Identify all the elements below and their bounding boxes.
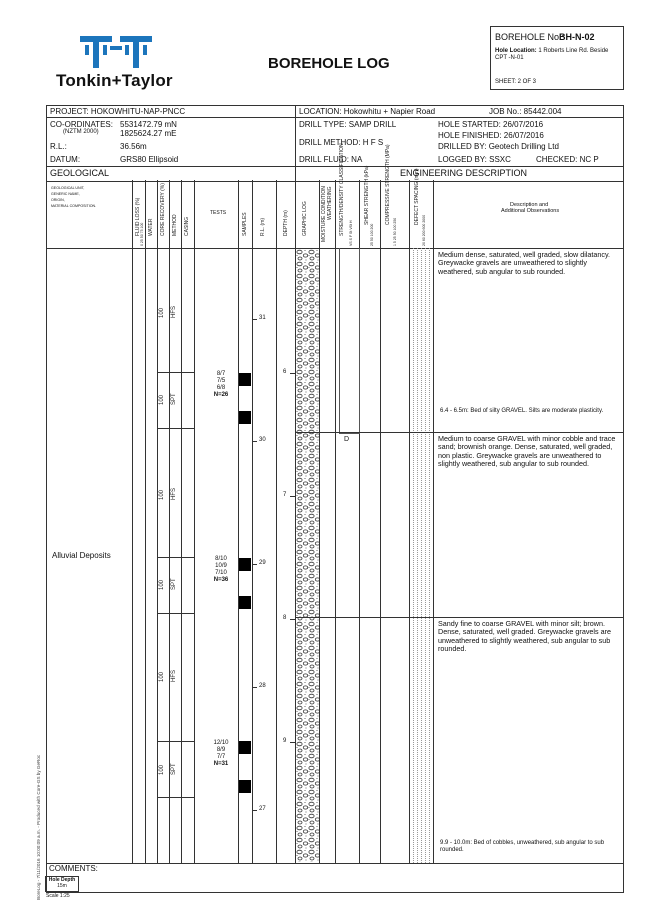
hole-finished: HOLE FINISHED: 26/07/2016 (438, 131, 544, 140)
drill-type: DRILL TYPE: SAMP DRILL (299, 120, 397, 129)
spt-test-2 (206, 556, 236, 584)
col-description-2: Additional Observations (501, 208, 560, 214)
logo-mark-icon (80, 36, 154, 68)
col-weathering: WEATHERING (327, 186, 333, 220)
hole-location-value: 1 Roberts Line Rd. Beside CPT -N-01 (495, 48, 609, 61)
geo-head-2: GENERIC NAME, (51, 192, 80, 196)
project-name: PROJECT: HOKOWHITU-NAP-PNCC (50, 107, 186, 116)
method-value: HFS (171, 488, 177, 500)
scale-strength: VS S F St VSt H (349, 220, 353, 246)
sample-block (239, 558, 251, 571)
col-depth: DEPTH (m) (283, 210, 289, 236)
hole-started: HOLE STARTED: 26/07/2016 (438, 120, 544, 129)
hole-depth-value: 15m (57, 883, 67, 889)
method-value: SPT (171, 763, 177, 775)
comments-box (46, 863, 624, 893)
col-fluid-loss: FLUID LOSS (%) (135, 197, 141, 236)
col-defect: DEFECT SPACING (mm) (414, 168, 420, 225)
scale-defect: 20 60 200 600 2000 (422, 214, 426, 246)
datum-value: GRS80 Ellipsoid (120, 155, 179, 164)
comments-label: COMMENTS: (49, 864, 98, 873)
method-value: SPT (171, 393, 177, 405)
rl-tick: 30 (259, 437, 266, 443)
scale-shear: 25 50 100 200 (370, 223, 374, 246)
strength-density-mark: D (344, 436, 350, 443)
col-method: METHOD (172, 214, 178, 236)
spt-blows: 7/7 (216, 754, 226, 760)
geo-head-3: ORIGIN, (51, 198, 65, 202)
method-value: HFS (171, 670, 177, 682)
col-rl: R.L. (m) (260, 217, 266, 236)
spt-blows: 8/9 (216, 747, 226, 753)
scale-label: Scale 1:25 (46, 893, 70, 899)
drill-fluid: DRILL FLUID: NA (299, 155, 363, 164)
geo-head-1: GEOLOGICAL UNIT, (51, 186, 85, 190)
geo-unit-header (51, 185, 96, 209)
sheet-number: SHEET: 2 OF 3 (495, 79, 537, 85)
recovery-value: 100 (159, 579, 165, 590)
recovery-value: 100 (159, 489, 165, 500)
col-water: WATER (148, 218, 154, 236)
hole-location (495, 48, 621, 62)
page-title: BOREHOLE LOG (268, 55, 390, 72)
coordinates-sub: (NZTM 2000) (63, 129, 99, 135)
spt-n-value: N=36 (213, 577, 229, 583)
col-description-1: Description and (510, 202, 549, 208)
spt-blows: 12/10 (213, 740, 229, 746)
method-value: SPT (171, 578, 177, 590)
spt-blows: 8/7 (216, 371, 226, 377)
spt-blows: 6/8 (216, 385, 226, 391)
sample-block (239, 596, 251, 609)
spt-blows: 8/10 (215, 556, 227, 562)
col-graphic-log: GRAPHIC LOG (302, 201, 308, 236)
hole-depth-box (45, 876, 79, 892)
depth-tick: 6 (283, 369, 287, 375)
spt-test-3 (206, 740, 236, 768)
depth-tick: 8 (283, 615, 287, 621)
rl-value: 36.56m (120, 142, 147, 151)
spt-test-1 (206, 371, 236, 399)
spt-n-value: N=31 (213, 761, 229, 767)
sample-block (239, 411, 251, 424)
borehole-info-box (490, 26, 624, 90)
hole-depth-label: Hole Depth (48, 877, 76, 883)
drilled-by: DRILLED BY: Geotech Drilling Ltd (438, 142, 559, 151)
section-engineering: ENGINEERING DESCRIPTION (400, 168, 528, 178)
company-logo (56, 36, 176, 96)
checked-by: CHECKED: NC P (536, 155, 599, 164)
description-unit-3: Sandy fine to coarse GRAVEL with minor silt; brown. Dense, saturated, well graded. Greywacke gravels are unweathered to slightly weathered, sub angular to sub rounded. (438, 619, 611, 654)
rl-label: R.L.: (50, 142, 67, 151)
rl-tick: 29 (259, 560, 266, 566)
software-credit: BoreLog - 7/11/2016 10:00:09 a.m. - Produced with Core-GS by GeRoc (36, 754, 41, 900)
sample-block (239, 373, 251, 386)
spt-n-value: N=26 (213, 392, 229, 398)
description-note-3: 9.9 - 10.0m: Bed of cobbles, unweathered, sub angular to sub rounded. (440, 840, 605, 853)
depth-tick: 9 (283, 738, 287, 744)
recovery-value: 100 (159, 307, 165, 318)
job-number: JOB No.: 85442.004 (489, 107, 562, 116)
geo-head-4: MATERIAL COMPOSITION. (51, 204, 97, 208)
spt-blows: 10/9 (215, 563, 227, 569)
borehole-no-label: BOREHOLE No.: (495, 32, 565, 42)
col-strength: STRENGTH/DENSITY CLASSIFICATION (339, 143, 345, 236)
rl-tick: 31 (259, 315, 266, 321)
col-tests: TESTS (210, 210, 227, 216)
recovery-value: 100 (159, 764, 165, 775)
scale-compressive: 1 5 25 50 100 250 (393, 217, 397, 246)
description-unit-2: Medium to coarse GRAVEL with minor cobble and trace sand; brownish orange. Dense, saturated, well graded, non plastic. Greywacke gravels are unweathered to slightly weathered, sub angular to sub rounded. (438, 434, 616, 469)
rl-tick: 27 (259, 806, 266, 812)
description-note-1: 6.4 - 6.5m: Bed of silty GRAVEL. Silts are moderate plasticity. (440, 408, 604, 414)
col-compressive: COMPRESSIVE STRENGTH (MPa) (385, 144, 391, 225)
recovery-value: 100 (159, 671, 165, 682)
sample-block (239, 780, 251, 793)
description-unit-1: Medium dense, saturated, well graded, slow dilatancy. Greywacke gravels are unweathered to slightly weathered, sub angular to sub rounded. (438, 250, 611, 276)
hole-location-label: Hole Location: (495, 48, 537, 54)
coordinates-e: 1825624.27 mE (120, 129, 177, 138)
project-location: LOCATION: Hokowhitu + Napier Road (299, 107, 436, 116)
logo-name: Tonkin+Taylor (56, 71, 173, 90)
spt-blows: 7/5 (216, 378, 226, 384)
rl-tick: 28 (259, 683, 266, 689)
method-value: HFS (171, 306, 177, 318)
datum-label: DATUM: (50, 155, 81, 164)
section-geological: GEOLOGICAL (50, 168, 110, 178)
coordinates-n: 5531472.79 mN (120, 120, 177, 129)
col-shear: SHEAR STRENGTH (kPa) (364, 165, 370, 225)
col-samples: SAMPLES (242, 212, 248, 236)
recovery-value: 100 (159, 394, 165, 405)
drill-method: DRILL METHOD: H F S (299, 138, 384, 147)
col-casing: CASING (184, 216, 190, 236)
depth-tick: 7 (283, 492, 287, 498)
col-core-recovery: CORE RECOVERY (%) (160, 183, 166, 236)
coordinates-label: CO-ORDINATES: (50, 120, 113, 129)
logged-by: LOGGED BY: SSXC (438, 155, 511, 164)
scale-fluid: 0 25 50 75 100 (140, 222, 144, 246)
spt-blows: 7/10 (215, 570, 227, 576)
geo-unit-name: Alluvial Deposits (52, 551, 111, 560)
col-moisture: MOISTURE CONDITION (321, 186, 327, 242)
sample-block (239, 741, 251, 754)
graphic-log-gravel-pattern (296, 249, 319, 862)
borehole-no-value: BH-N-02 (559, 32, 595, 42)
